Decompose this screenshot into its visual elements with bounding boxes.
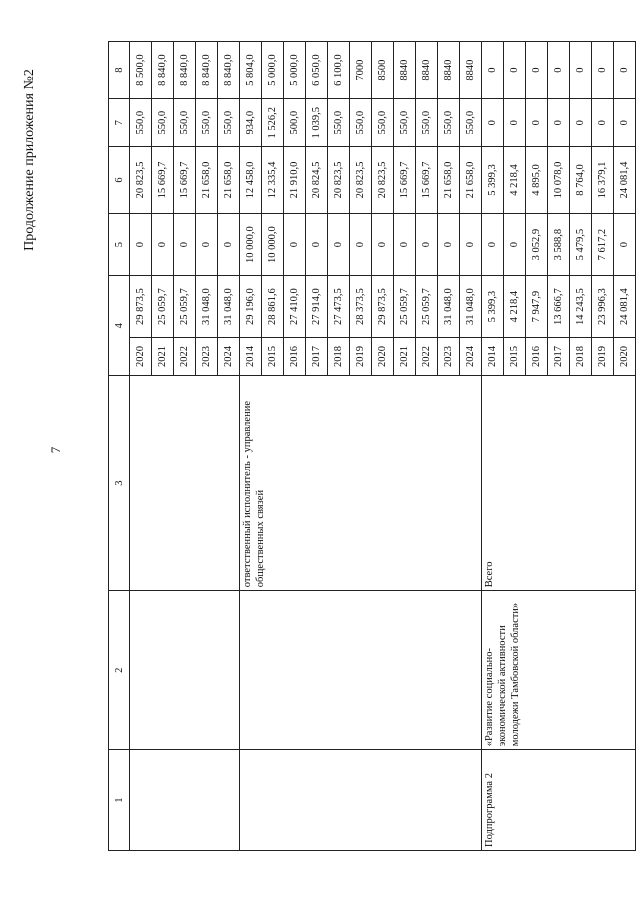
header-cell: 8 (109, 42, 130, 99)
header-cell: 5 (109, 213, 130, 276)
year-cell: 2017 (306, 337, 328, 375)
value-cell: 0 (174, 213, 196, 276)
value-cell: 0 (592, 99, 614, 147)
value-cell: 0 (372, 213, 394, 276)
value-cell: 0 (526, 99, 548, 147)
value-cell: 0 (130, 213, 152, 276)
table-row (240, 42, 262, 851)
value-cell: 8500 (372, 42, 394, 99)
value-cell: 0 (218, 213, 240, 276)
value-cell: 3 588,8 (548, 213, 570, 276)
value-cell: 6 100,0 (328, 42, 350, 99)
value-cell: 16 379,1 (592, 147, 614, 214)
year-cell: 2024 (218, 337, 240, 375)
value-cell: 4 218,4 (504, 147, 526, 214)
value-cell: 12 335,4 (262, 147, 284, 214)
appendix-caption: Продолжение приложения №2 (22, 69, 37, 251)
year-cell: 2016 (284, 337, 306, 375)
value-cell: 28 373,5 (350, 276, 372, 337)
value-cell: 550,0 (328, 99, 350, 147)
value-cell: 20 823,5 (130, 147, 152, 214)
year-cell: 2018 (570, 337, 592, 375)
value-cell: 0 (416, 213, 438, 276)
value-cell: 25 059,7 (174, 276, 196, 337)
value-cell: 21 658,0 (438, 147, 460, 214)
value-cell: 7 947,9 (526, 276, 548, 337)
program-title-cell: «Развитие социально-экономической активности молодежи Тамбовской области» (482, 591, 636, 750)
year-cell: 2020 (372, 337, 394, 375)
value-cell: 10 078,0 (548, 147, 570, 214)
value-cell: 5 000,0 (262, 42, 284, 99)
value-cell: 8 840,0 (196, 42, 218, 99)
value-cell: 7 617,2 (592, 213, 614, 276)
value-cell: 8840 (416, 42, 438, 99)
value-cell: 0 (548, 42, 570, 99)
value-cell: 0 (482, 99, 504, 147)
value-cell: 31 048,0 (196, 276, 218, 337)
value-cell: 8 764,0 (570, 147, 592, 214)
value-cell: 0 (592, 42, 614, 99)
year-cell: 2020 (130, 337, 152, 375)
value-cell: 31 048,0 (438, 276, 460, 337)
value-cell: 0 (614, 213, 636, 276)
value-cell: 4 895,0 (526, 147, 548, 214)
value-cell: 550,0 (350, 99, 372, 147)
value-cell: 0 (482, 213, 504, 276)
header-cell: 2 (109, 591, 130, 750)
value-cell: 0 (394, 213, 416, 276)
value-cell: 24 081,4 (614, 276, 636, 337)
value-cell: 0 (504, 213, 526, 276)
year-cell: 2021 (394, 337, 416, 375)
value-cell: 25 059,7 (152, 276, 174, 337)
value-cell: 21 658,0 (218, 147, 240, 214)
value-cell: 0 (482, 42, 504, 99)
value-cell: 550,0 (438, 99, 460, 147)
value-cell: 550,0 (416, 99, 438, 147)
value-cell: 0 (306, 213, 328, 276)
year-cell: 2015 (504, 337, 526, 375)
value-cell: 29 873,5 (130, 276, 152, 337)
value-cell: 550,0 (130, 99, 152, 147)
program-label-cell (130, 750, 240, 851)
value-cell: 27 914,0 (306, 276, 328, 337)
value-cell: 3 052,9 (526, 213, 548, 276)
value-cell: 5 399,3 (482, 147, 504, 214)
value-cell: 15 669,7 (416, 147, 438, 214)
year-cell: 2024 (460, 337, 482, 375)
year-cell: 2019 (350, 337, 372, 375)
table-row (130, 42, 152, 851)
header-row (109, 42, 130, 851)
value-cell: 25 059,7 (416, 276, 438, 337)
value-cell: 31 048,0 (460, 276, 482, 337)
budget-table (108, 41, 636, 851)
year-cell: 2022 (416, 337, 438, 375)
value-cell: 0 (460, 213, 482, 276)
value-cell: 21 658,0 (460, 147, 482, 214)
executor-cell: ответственный исполнитель - управление общественных связей (240, 376, 482, 591)
year-cell: 2020 (614, 337, 636, 375)
value-cell: 0 (504, 99, 526, 147)
value-cell: 8840 (460, 42, 482, 99)
value-cell: 8 840,0 (218, 42, 240, 99)
header-cell: 4 (109, 276, 130, 376)
value-cell: 13 666,7 (548, 276, 570, 337)
table-body (109, 42, 636, 851)
program-label-cell (240, 750, 482, 851)
value-cell: 8840 (438, 42, 460, 99)
value-cell: 15 669,7 (152, 147, 174, 214)
value-cell: 15 669,7 (174, 147, 196, 214)
value-cell: 0 (328, 213, 350, 276)
value-cell: 15 669,7 (394, 147, 416, 214)
header-cell: 6 (109, 147, 130, 214)
header-cell: 1 (109, 750, 130, 851)
year-cell: 2017 (548, 337, 570, 375)
value-cell: 8 840,0 (174, 42, 196, 99)
value-cell: 500,0 (284, 99, 306, 147)
value-cell: 4 218,4 (504, 276, 526, 337)
value-cell: 14 243,5 (570, 276, 592, 337)
year-cell: 2015 (262, 337, 284, 375)
value-cell: 29 196,0 (240, 276, 262, 337)
value-cell: 25 059,7 (394, 276, 416, 337)
program-label-cell: Подпрограмма 2 (482, 750, 636, 851)
value-cell: 10 000,0 (240, 213, 262, 276)
year-cell: 2018 (328, 337, 350, 375)
value-cell: 5 399,3 (482, 276, 504, 337)
value-cell: 0 (570, 42, 592, 99)
value-cell: 12 458,0 (240, 147, 262, 214)
table-row (482, 42, 504, 851)
value-cell: 21 910,0 (284, 147, 306, 214)
value-cell: 24 081,4 (614, 147, 636, 214)
value-cell: 0 (350, 213, 372, 276)
value-cell: 20 823,5 (350, 147, 372, 214)
executor-cell: Всего (482, 376, 636, 591)
value-cell: 0 (526, 42, 548, 99)
value-cell: 5 479,5 (570, 213, 592, 276)
year-cell: 2019 (592, 337, 614, 375)
value-cell: 550,0 (152, 99, 174, 147)
value-cell: 20 823,5 (328, 147, 350, 214)
value-cell: 0 (504, 42, 526, 99)
program-title-cell (130, 591, 240, 750)
value-cell: 31 048,0 (218, 276, 240, 337)
value-cell: 550,0 (460, 99, 482, 147)
header-cell: 3 (109, 376, 130, 591)
value-cell: 550,0 (372, 99, 394, 147)
value-cell: 8 840,0 (152, 42, 174, 99)
year-cell: 2022 (174, 337, 196, 375)
value-cell: 550,0 (394, 99, 416, 147)
year-cell: 2023 (196, 337, 218, 375)
value-cell: 0 (284, 213, 306, 276)
value-cell: 29 873,5 (372, 276, 394, 337)
value-cell: 8 500,0 (130, 42, 152, 99)
value-cell: 550,0 (196, 99, 218, 147)
value-cell: 1 526,2 (262, 99, 284, 147)
rotated-table-wrapper (108, 41, 630, 851)
value-cell: 5 000,0 (284, 42, 306, 99)
program-title-cell (240, 591, 482, 750)
value-cell: 10 000,0 (262, 213, 284, 276)
value-cell: 0 (152, 213, 174, 276)
value-cell: 20 824,5 (306, 147, 328, 214)
value-cell: 20 823,5 (372, 147, 394, 214)
value-cell: 0 (570, 99, 592, 147)
value-cell: 0 (614, 42, 636, 99)
year-cell: 2021 (152, 337, 174, 375)
value-cell: 0 (548, 99, 570, 147)
value-cell: 1 039,5 (306, 99, 328, 147)
value-cell: 6 050,0 (306, 42, 328, 99)
value-cell: 8840 (394, 42, 416, 99)
value-cell: 0 (614, 99, 636, 147)
value-cell: 0 (196, 213, 218, 276)
value-cell: 550,0 (218, 99, 240, 147)
executor-cell (130, 376, 240, 591)
value-cell: 5 804,0 (240, 42, 262, 99)
year-cell: 2016 (526, 337, 548, 375)
value-cell: 0 (438, 213, 460, 276)
year-cell: 2014 (240, 337, 262, 375)
header-cell: 7 (109, 99, 130, 147)
value-cell: 21 658,0 (196, 147, 218, 214)
year-cell: 2014 (482, 337, 504, 375)
year-cell: 2023 (438, 337, 460, 375)
page-number: 7 (48, 446, 63, 454)
value-cell: 27 473,5 (328, 276, 350, 337)
value-cell: 550,0 (174, 99, 196, 147)
value-cell: 934,0 (240, 99, 262, 147)
value-cell: 7000 (350, 42, 372, 99)
value-cell: 27 410,0 (284, 276, 306, 337)
value-cell: 23 996,3 (592, 276, 614, 337)
value-cell: 28 861,6 (262, 276, 284, 337)
